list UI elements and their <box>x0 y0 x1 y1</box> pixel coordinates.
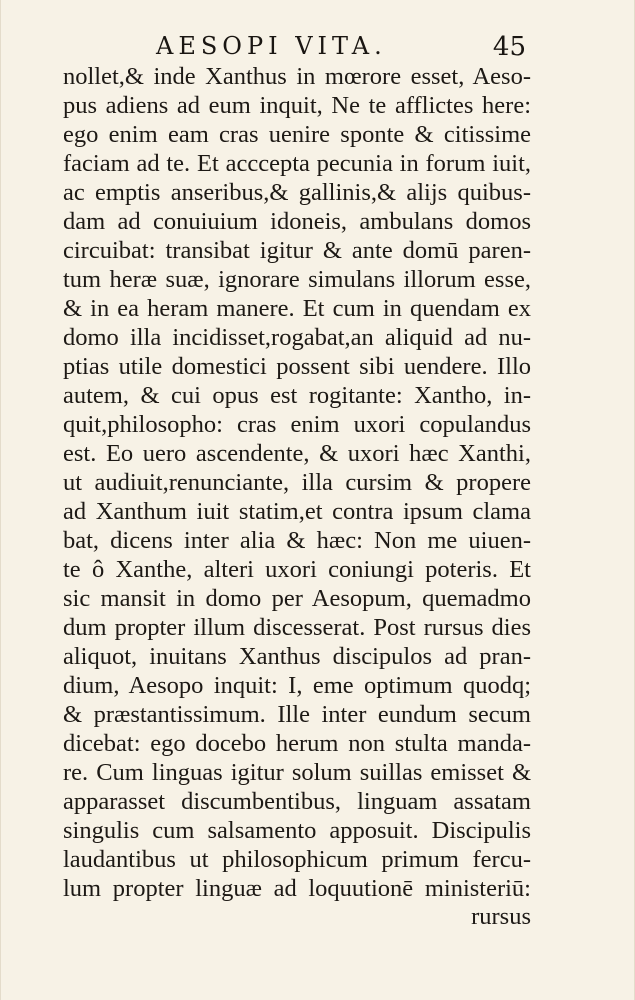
text-line: bat, dicens inter alia & hæc: Non me uiuen- <box>63 527 531 554</box>
text-line: quit,philosopho: cras enim uxori copulandus <box>63 411 531 438</box>
text-line: est. Eo uero ascendente, & uxori hæc Xanthi, <box>63 440 531 467</box>
text-line: tum heræ suæ, ignorare simulans illorum esse, <box>63 266 531 293</box>
text-line: dam ad conuiuium idoneis, ambulans domos <box>63 208 531 235</box>
page-number: 45 <box>492 32 526 62</box>
text-line: pus adiens ad eum inquit, Ne te afflictes here: <box>63 92 531 119</box>
text-line: faciam ad te. Et acccepta pecunia in forum iuit, <box>63 150 531 177</box>
text-line: ac emptis anseribus,& gallinis,& alijs quibus- <box>63 179 531 206</box>
text-line: & præstantissimum. Ille inter eundum secum <box>63 701 531 728</box>
running-title: AESOPI VITA. <box>156 32 387 60</box>
text-block <box>63 62 531 903</box>
catchword-row <box>63 902 531 932</box>
text-line: laudantibus ut philosophicum primum fercu- <box>63 846 531 873</box>
text-line: dium, Aesopo inquit: I, eme optimum quodq; <box>63 672 531 699</box>
text-line: sic mansit in domo per Aesopum, quemadmo <box>63 585 531 612</box>
text-line: ut audiuit,renunciante, illa cursim & propere <box>63 469 531 496</box>
text-line: circuibat: transibat igitur & ante domū paren- <box>63 237 531 264</box>
text-line: aliquot, inuitans Xanthus discipulos ad pran- <box>63 643 531 670</box>
catchword: rursus <box>471 903 531 930</box>
text-line: lum propter linguæ ad loquutionē ministeriū: <box>63 875 531 902</box>
text-line: ego enim eam cras uenire sponte & citissime <box>63 121 531 148</box>
text-line: singulis cum salsamento apposuit. Discipulis <box>63 817 531 844</box>
text-line: re. Cum linguas igitur solum suillas emisset & <box>63 759 531 786</box>
text-line: autem, & cui opus est rogitante: Xantho, in- <box>63 382 531 409</box>
text-line: te ô Xanthe, alteri uxori coniungi poteris. Et <box>63 556 531 583</box>
text-line: ptias utile domestici possent sibi uendere. Illo <box>63 353 531 380</box>
text-line: dum propter illum discesserat. Post rursus dies <box>63 614 531 641</box>
text-line: dicebat: ego docebo herum non stulta manda- <box>63 730 531 757</box>
running-head <box>156 30 526 62</box>
text-line: & in ea heram manere. Et cum in quendam ex <box>63 295 531 322</box>
text-line: nollet,& inde Xanthus in mœrore esset, Aeso- <box>63 63 531 90</box>
text-line: ad Xanthum iuit statim,et contra ipsum clama <box>63 498 531 525</box>
text-line: domo illa incidisset,rogabat,an aliquid ad nu- <box>63 324 531 351</box>
text-line: apparasset discumbentibus, linguam assatam <box>63 788 531 815</box>
